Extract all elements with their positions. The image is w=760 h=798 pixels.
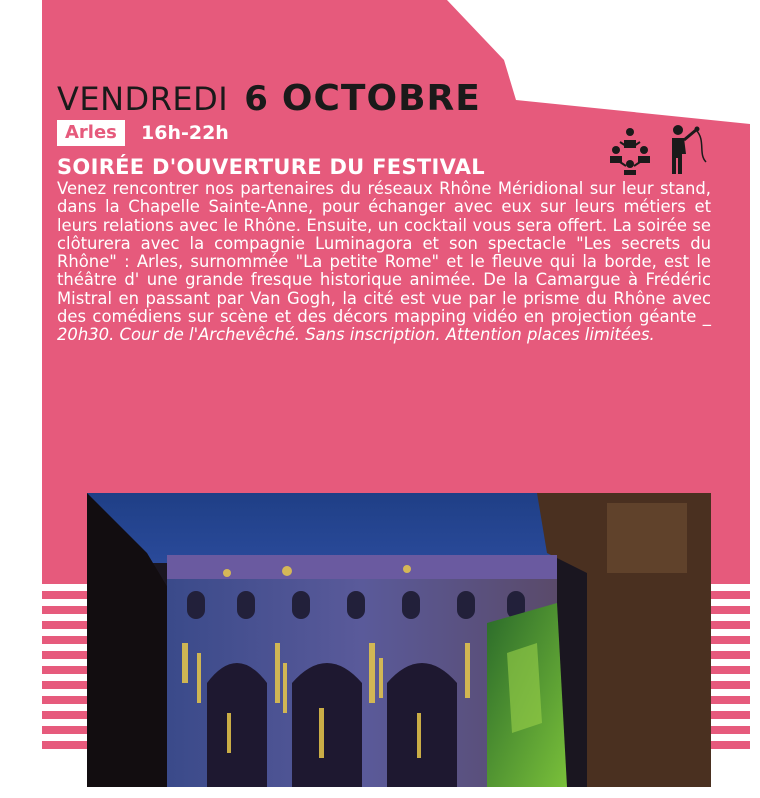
event-meta — [57, 120, 229, 146]
event-title: SOIRÉE D'OUVERTURE DU FESTIVAL — [57, 155, 485, 179]
projection-mapping-photo — [87, 493, 711, 787]
day-label: VENDREDI — [57, 80, 229, 118]
event-time: 16h-22h — [141, 122, 229, 144]
city-badge: Arles — [57, 120, 125, 146]
day-number: 6 — [244, 79, 268, 119]
event-icons — [606, 124, 716, 176]
performer-icon — [672, 125, 706, 174]
event-description — [57, 180, 711, 345]
date-heading — [57, 70, 481, 118]
description-text: Venez rencontrer nos partenaires du réseaux Rhône Méridional sur leur stand, dans la Chapelle Sainte-Anne, pour échanger avec eux sur leurs métiers et leurs relations avec le Rhône. Ensuite, un cocktail vous sera offert. La soirée se clôturera avec la compagnie Luminagora et son spectacle "Les secrets du Rhône" : Arles, surnommée "La petite Rome" et le fleuve qui la borde, est le théâtre d' une grande fresque historique animée. De la Camargue à Frédéric Mistral en passant par Van Gogh, la cité est vue par le prisme du Rhône avec des comédiens sur scène et des décors mapping vidéo en projection géante _ — [57, 179, 711, 327]
description-practical-info: 20h30. Cour de l'Archevêché. Sans inscription. Attention places limitées. — [57, 325, 655, 345]
network-people-icon — [610, 128, 650, 175]
month-label: OCTOBRE — [281, 78, 481, 119]
